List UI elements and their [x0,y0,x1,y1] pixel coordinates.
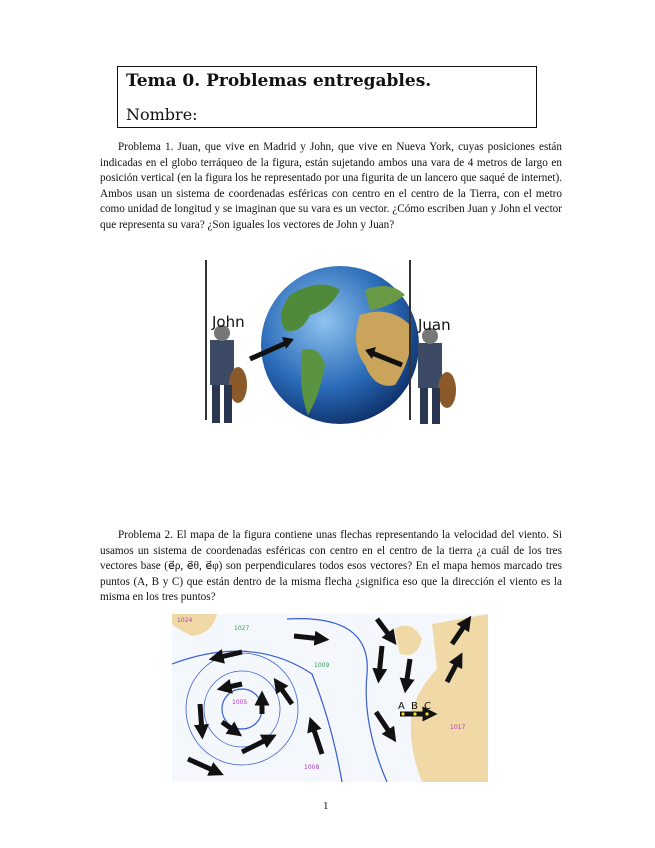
problem-1-body: Problema 1. Juan, que vive en Madrid y John, que vive en Nueva York, cuyas posiciones están indicadas en el globo terráqueo de la figura, están sujetando ambos una vara de 4 metros de largo en posición vertical (en la figura los he representado por una figurita de un lancero que saqué de internet). Ambos usan un sistema de coordenadas esféricas con centro en el centro de la Tierra, con el metro como unidad de longitud y se imaginan que su vara es un vector. ¿Cómo escriben Juan y John el vector que representa su vara? ¿Son iguales los vectores de John y Juan? [100,141,562,231]
title-box [117,66,537,128]
point-b-label: B [411,701,418,712]
page-number: 1 [323,800,329,812]
isobar-label: 1009 [314,662,330,669]
isobar-label: 1027 [234,625,250,632]
page-title: Tema 0. Problemas entregables. [126,71,432,91]
problem-2-text [100,528,562,606]
isobar-label: 1005 [232,699,248,706]
isobar-label: 1017 [450,724,466,731]
wind-arrow [294,636,322,639]
point-c-label: C [424,701,431,712]
problem-1-text [100,140,562,234]
lancer-john [206,260,247,423]
point-a-label: A [398,701,405,712]
name-label: Nombre: [126,105,198,124]
john-label: John [212,313,245,331]
isobar-label: 1008 [304,764,320,771]
wind-arrow [200,704,202,732]
wind-arrow [379,646,382,676]
globe-figure [190,255,465,433]
problem-2-body: Problema 2. El mapa de la figura contiene unas flechas representando la velocidad del viento. Si usamos un sistema de coordenadas esféricas con centro en el centro de la tierra ¿a cuál de los tres vectores base (e⃗ρ, e⃗θ, e⃗φ) son perpendiculares todos esos vectores? En el mapa hemos marcado tres puntos (A, B y C) que están dentro de la misma flecha ¿significa eso que la dirección el viento es la misma en los tres puntos? [100,529,562,604]
isobar-label: 1024 [177,617,193,624]
juan-label: Juan [418,316,451,334]
wind-map-figure [172,614,488,782]
